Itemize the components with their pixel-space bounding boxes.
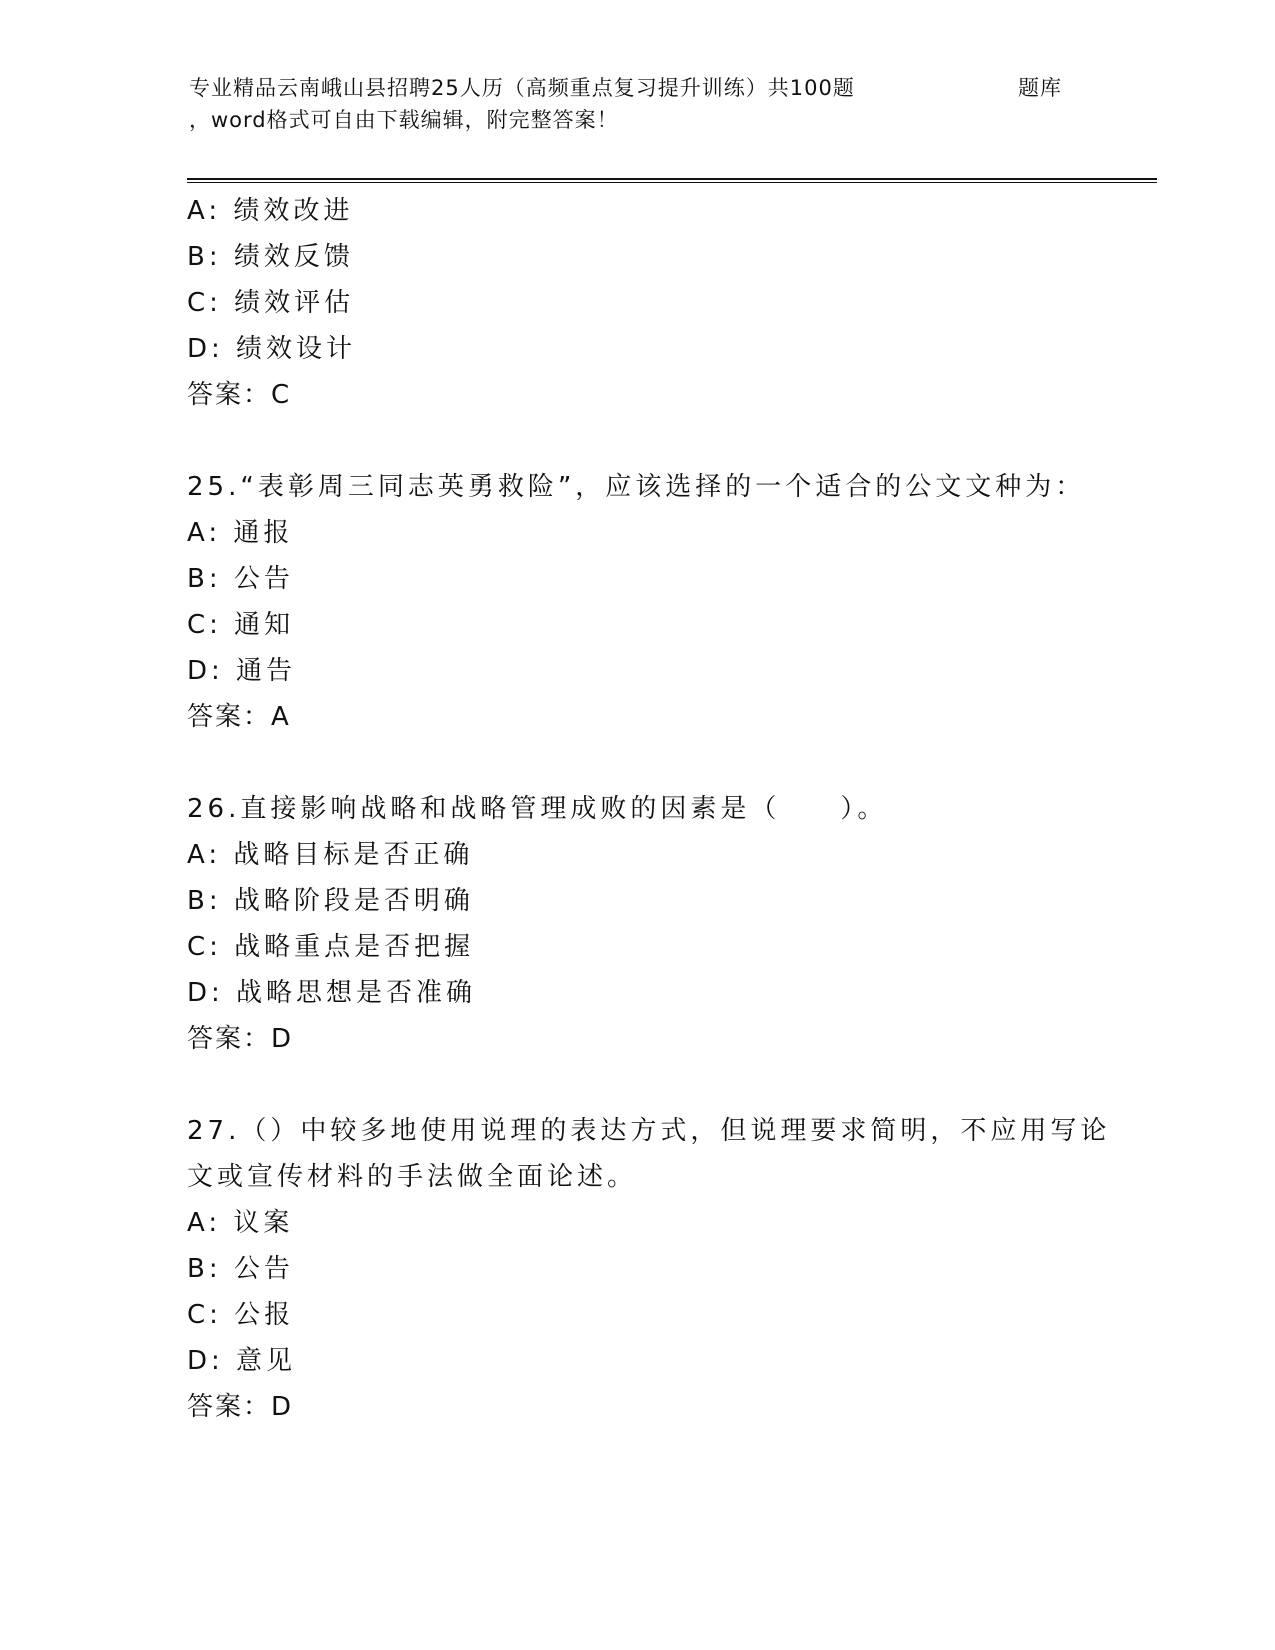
option-c: C: 战略重点是否把握 <box>187 932 475 962</box>
option-d: D: 战略思想是否准确 <box>187 978 477 1008</box>
option-a: A: 议案 <box>187 1208 294 1238</box>
option-c: C: 绩效评估 <box>187 288 355 318</box>
option-b: B: 战略阶段是否明确 <box>187 886 474 916</box>
option-c: C: 公报 <box>187 1300 295 1330</box>
option-b: B: 公告 <box>187 564 294 594</box>
document-header <box>189 72 1089 136</box>
answer: 答案：C <box>187 380 292 410</box>
question-stem-line-2: 文或宣传材料的手法做全面论述。 <box>187 1162 638 1192</box>
option-b: B: 绩效反馈 <box>187 242 354 272</box>
header-line-1 <box>189 72 1089 104</box>
option-d: D: 绩效设计 <box>187 334 357 364</box>
header-title: 专业精品云南峨山县招聘25人历（高频重点复习提升训练）共100题 <box>189 76 855 100</box>
header-divider <box>187 178 1157 183</box>
answer: 答案：D <box>187 1024 294 1054</box>
question-24-tail <box>187 188 1107 418</box>
spacer <box>187 1062 1107 1108</box>
question-list <box>187 188 1111 1430</box>
option-a: A: 战略目标是否正确 <box>187 840 474 870</box>
question-27 <box>187 1108 1111 1430</box>
option-c: C: 通知 <box>187 610 295 640</box>
question-stem: 26.直接影响战略和战略管理成败的因素是（ ）。 <box>187 794 888 824</box>
answer: 答案：A <box>187 702 291 732</box>
spacer <box>187 740 1107 786</box>
option-b: B: 公告 <box>187 1254 294 1284</box>
header-tag: 题库 <box>1018 76 1062 100</box>
answer: 答案：D <box>187 1392 294 1422</box>
option-d: D: 通告 <box>187 656 297 686</box>
spacer <box>187 418 1107 464</box>
question-25 <box>187 464 1107 740</box>
question-26 <box>187 786 1107 1062</box>
option-d: D: 意见 <box>187 1346 297 1376</box>
option-a: A: 绩效改进 <box>187 196 354 226</box>
header-subtitle: ，word格式可自由下载编辑，附完整答案！ <box>189 108 619 132</box>
option-a: A: 通报 <box>187 518 294 548</box>
question-stem-line-1: 27.（）中较多地使用说理的表达方式，但说理要求简明，不应用写论 <box>187 1116 1111 1146</box>
question-stem: 25.“表彰周三同志英勇救险”，应该选择的一个适合的公文文种为： <box>187 472 1086 502</box>
